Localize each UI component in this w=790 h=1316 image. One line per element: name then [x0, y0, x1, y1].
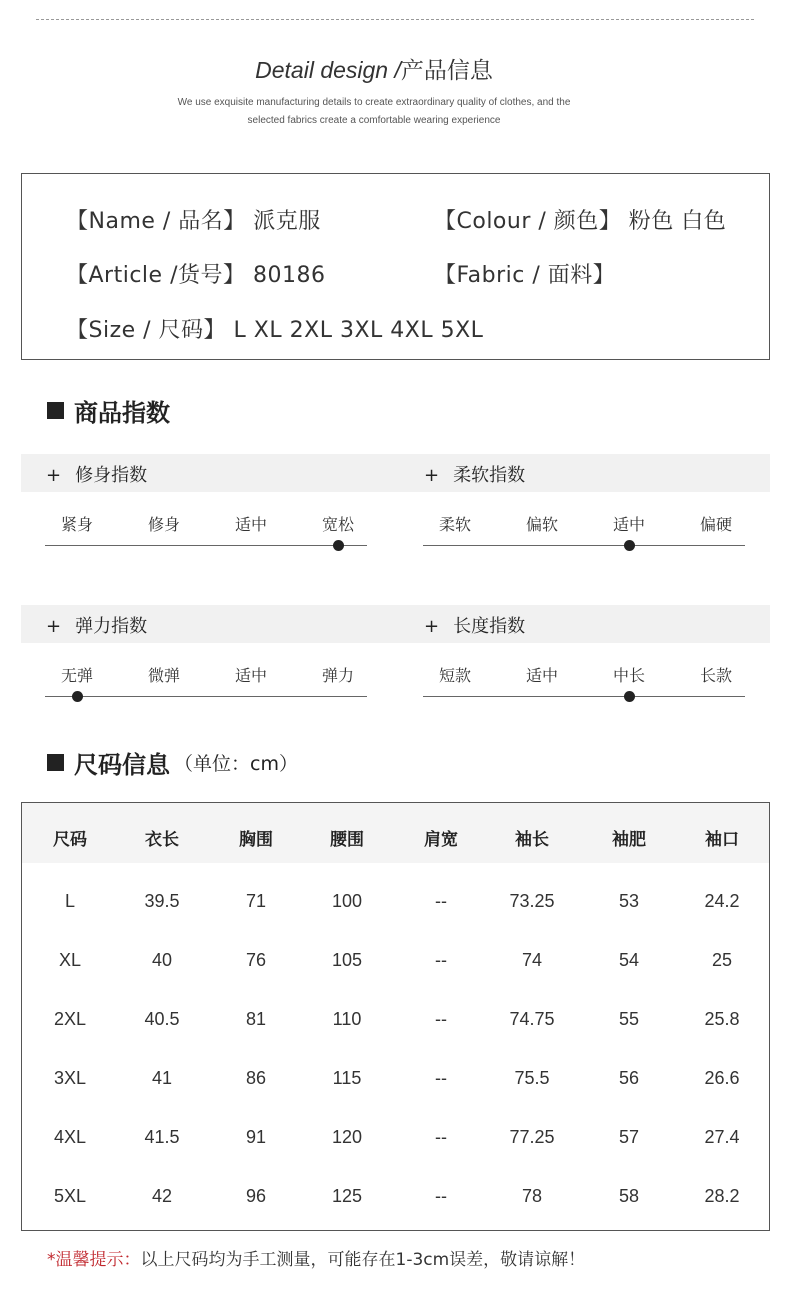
- size-table-header-cell: 袖口: [705, 830, 739, 850]
- scale-line: [423, 545, 745, 546]
- size-table-cell: --: [435, 891, 447, 911]
- scale-label: 偏硬: [699, 515, 732, 534]
- size-table-cell: 27.4: [704, 1127, 740, 1147]
- size-table-cell: 86: [245, 1068, 267, 1088]
- size-table-cell: 115: [332, 1068, 362, 1088]
- size-table-cell: 24.2: [704, 891, 740, 911]
- plus-icon: +: [424, 616, 440, 637]
- title-chinese: 产品信息: [400, 58, 493, 84]
- index-title: [424, 612, 525, 638]
- index-title: [46, 461, 147, 487]
- product-info-box: [21, 173, 770, 360]
- measurement-note: [47, 1245, 585, 1270]
- scale-line: [45, 545, 367, 546]
- size-table-cell: 53: [618, 891, 640, 911]
- scale-line: [45, 696, 367, 697]
- size-table-cell: 74.75: [509, 1009, 555, 1029]
- size-table-cell: 41: [151, 1068, 173, 1088]
- size-table-cell: 91: [245, 1127, 267, 1147]
- size-table-cell: 54: [618, 950, 640, 970]
- size-table-header-cell: 肩宽: [424, 830, 458, 850]
- size-table-cell: 96: [245, 1186, 267, 1206]
- size-table-cell: 4XL: [53, 1127, 87, 1147]
- size-table-cell: XL: [58, 950, 82, 970]
- size-table-cell: 125: [331, 1186, 363, 1206]
- index-title: [46, 612, 147, 638]
- index-title-text: 弹力指数: [75, 616, 148, 637]
- size-table-cell: 25.8: [704, 1009, 740, 1029]
- size-table-cell: 110: [332, 1009, 362, 1029]
- size-table-cell: 40.5: [144, 1009, 180, 1029]
- size-table-cell: 28.2: [704, 1186, 740, 1206]
- info-size: 【Size / 尺码】 L XL 2XL 3XL 4XL 5XL: [66, 318, 484, 343]
- title-english: Detail design /: [255, 57, 401, 83]
- info-article: 【Article /货号】 80186: [66, 263, 326, 288]
- scale-marker-dot: [333, 540, 344, 551]
- scale-label: 无弹: [60, 666, 93, 685]
- index-title-text: 修身指数: [75, 465, 148, 486]
- scale-label: 中长: [612, 666, 645, 685]
- scale-label: 适中: [612, 515, 645, 534]
- scale-label: 柔软: [438, 515, 471, 534]
- size-table-cell: 56: [618, 1068, 640, 1088]
- index-title: [424, 461, 525, 487]
- size-section-unit: （单位：cm）: [174, 753, 298, 775]
- size-table-cell: 75.5: [514, 1068, 550, 1088]
- subtitle-line-1: We use exquisite manufacturing details to create extraordinary quality of clothes, and the: [177, 97, 571, 108]
- detail-design-title: [0, 52, 748, 85]
- size-table-cell: 100: [331, 891, 363, 911]
- size-table-cell: 2XL: [53, 1009, 87, 1029]
- scale-label: 紧身: [60, 515, 93, 534]
- size-table-cell: 39.5: [144, 891, 180, 911]
- section-square-icon: [47, 402, 64, 419]
- size-table-cell: 78: [521, 1186, 543, 1206]
- note-text: 以上尺码均为手工测量，可能存在1-3cm误差，敬请谅解！: [140, 1250, 586, 1270]
- section-square-icon: [47, 754, 64, 771]
- info-name: 【Name / 品名】 派克服: [66, 209, 321, 234]
- index-section-title-text: 商品指数: [74, 399, 170, 427]
- size-table-cell: 120: [331, 1127, 363, 1147]
- size-table-cell: 40: [151, 950, 173, 970]
- scale-label: 适中: [234, 666, 267, 685]
- size-section-title: [47, 745, 298, 780]
- scale-marker-dot: [624, 540, 635, 551]
- size-table-cell: 3XL: [53, 1068, 87, 1088]
- size-table-cell: 77.25: [509, 1127, 555, 1147]
- scale-label: 微弹: [147, 666, 180, 685]
- size-table-cell: 73.25: [509, 891, 555, 911]
- scale-line: [423, 696, 745, 697]
- scale-label: 长款: [699, 666, 732, 685]
- info-fabric: 【Fabric / 面料】: [434, 263, 616, 288]
- size-table-header-cell: 袖长: [515, 830, 549, 850]
- size-table-cell: --: [435, 1009, 447, 1029]
- index-section-title: [47, 393, 170, 428]
- subtitle-line-2: selected fabrics create a comfortable wearing experience: [247, 115, 501, 126]
- size-table-header-cell: 袖肥: [612, 830, 646, 850]
- size-table-cell: 74: [521, 950, 543, 970]
- scale-label: 适中: [525, 666, 558, 685]
- info-colour: 【Colour / 颜色】 粉色 白色: [434, 209, 727, 234]
- size-table-cell: 76: [245, 950, 267, 970]
- size-table-cell: 81: [245, 1009, 267, 1029]
- scale-label: 偏软: [525, 515, 558, 534]
- plus-icon: +: [46, 616, 62, 637]
- size-section-title-text: 尺码信息: [74, 751, 170, 779]
- index-title-text: 长度指数: [453, 616, 526, 637]
- top-dashed-divider: [36, 19, 754, 20]
- size-table-cell: 105: [331, 950, 363, 970]
- size-table-cell: 71: [245, 891, 267, 911]
- size-table-header-cell: 尺码: [53, 830, 87, 850]
- size-table-cell: L: [64, 891, 75, 911]
- size-table-cell: 25: [711, 950, 733, 970]
- size-table: [21, 802, 770, 1231]
- scale-label: 修身: [147, 515, 180, 534]
- plus-icon: +: [424, 465, 440, 486]
- size-table-cell: --: [435, 950, 447, 970]
- size-table-cell: --: [435, 1068, 447, 1088]
- size-table-header-cell: 胸围: [239, 830, 273, 850]
- plus-icon: +: [46, 465, 62, 486]
- size-table-cell: 57: [618, 1127, 640, 1147]
- index-title-text: 柔软指数: [453, 465, 526, 486]
- scale-label: 适中: [234, 515, 267, 534]
- note-prefix: *温馨提示：: [47, 1250, 141, 1270]
- size-table-cell: 58: [618, 1186, 640, 1206]
- scale-label: 宽松: [321, 515, 354, 534]
- size-table-cell: 5XL: [53, 1186, 87, 1206]
- size-table-cell: 41.5: [144, 1127, 180, 1147]
- size-table-header-cell: 腰围: [330, 830, 364, 850]
- size-table-cell: --: [435, 1186, 447, 1206]
- scale-marker-dot: [624, 691, 635, 702]
- scale-marker-dot: [72, 691, 83, 702]
- size-table-cell: 55: [618, 1009, 640, 1029]
- scale-label: 弹力: [321, 666, 354, 685]
- scale-label: 短款: [438, 666, 471, 685]
- size-table-cell: --: [435, 1127, 447, 1147]
- size-table-cell: 26.6: [704, 1068, 740, 1088]
- size-table-cell: 42: [151, 1186, 173, 1206]
- size-table-header-cell: 衣长: [145, 830, 179, 850]
